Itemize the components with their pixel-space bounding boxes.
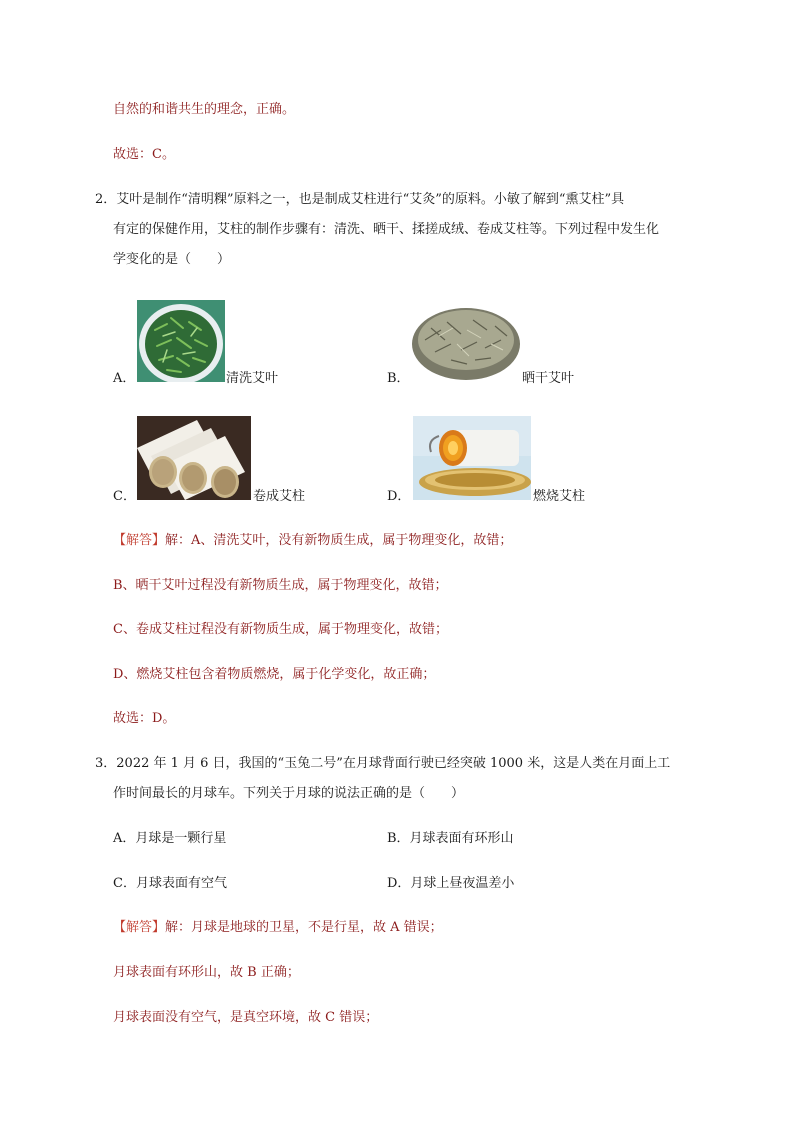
moxa-rolls-image	[137, 416, 251, 500]
q2-option-c-caption: 卷成艾柱	[253, 489, 306, 504]
burning-moxa-image	[413, 416, 531, 500]
q3-option-b: B．月球表面有环形山	[387, 831, 514, 846]
q3-option-d: D．月球上昼夜温差小	[387, 876, 515, 891]
q3-stem-line-1: 3．2022 年 1 月 6 日，我国的“玉兔二号”在月球背面行驶已经突破 1000 米，这是人类在月面上工	[95, 756, 671, 771]
q2-option-b-letter: B．	[387, 371, 410, 386]
q3-answer-line-2: 月球表面有环形山，故 B 正确；	[113, 965, 300, 980]
q2-answer-choice: 故选：D。	[113, 711, 176, 726]
q2-answer-line-4: D、燃烧艾柱包含着物质燃烧，属于化学变化，故正确；	[113, 667, 436, 682]
answer-tag: 【解答】	[113, 533, 166, 548]
q2-option-c-letter: C．	[113, 489, 136, 504]
q2-answer-line-1	[113, 532, 512, 550]
q3-stem-line-2: 作时间最长的月球车。下列关于月球的说法正确的是（ ）	[113, 786, 465, 801]
answer-tag: 【解答】	[113, 920, 166, 935]
q2-answer-line-3: C、卷成艾柱过程没有新物质生成，属于物理变化，故错；	[113, 622, 448, 637]
q3-answer-text-1: 解：月球是地球的卫星，不是行星，故 A 错误；	[165, 920, 443, 935]
q2-answer-text-1: 解：A、清洗艾叶，没有新物质生成，属于物理变化，故错；	[165, 533, 513, 548]
q2-stem-line-2: 有定的保健作用，艾柱的制作步骤有：清洗、晒干、揉搓成绒、卷成艾柱等。下列过程中发生化	[113, 222, 660, 237]
q2-answer-line-2: B、晒干艾叶过程没有新物质生成，属于物理变化，故错；	[113, 578, 448, 593]
q3-option-c: C．月球表面有空气	[113, 876, 227, 891]
q2-stem-line-3: 学变化的是（ ）	[113, 252, 231, 267]
q2-option-a-caption: 清洗艾叶	[226, 371, 279, 386]
q2-option-b-caption: 晒干艾叶	[522, 371, 575, 386]
q2-stem-line-1: 2．艾叶是制作“清明粿”原料之一，也是制成艾柱进行“艾灸”的原料。小敏了解到“熏艾柱”具	[95, 192, 625, 207]
q2-option-d-caption: 燃烧艾柱	[533, 489, 586, 504]
q2-option-d-letter: D．	[387, 489, 411, 504]
prev-answer-line-1: 自然的和谐共生的理念，正确。	[113, 102, 296, 117]
q3-option-a: A．月球是一颗行星	[113, 831, 227, 846]
q3-answer-line-1	[113, 919, 443, 937]
prev-answer-choice: 故选：C。	[113, 147, 175, 162]
q3-answer-line-3: 月球表面没有空气，是真空环境，故 C 错误；	[113, 1010, 379, 1025]
q2-option-a-letter: A．	[113, 371, 136, 386]
washing-mugwort-image	[137, 300, 225, 382]
dried-mugwort-image	[411, 300, 521, 382]
